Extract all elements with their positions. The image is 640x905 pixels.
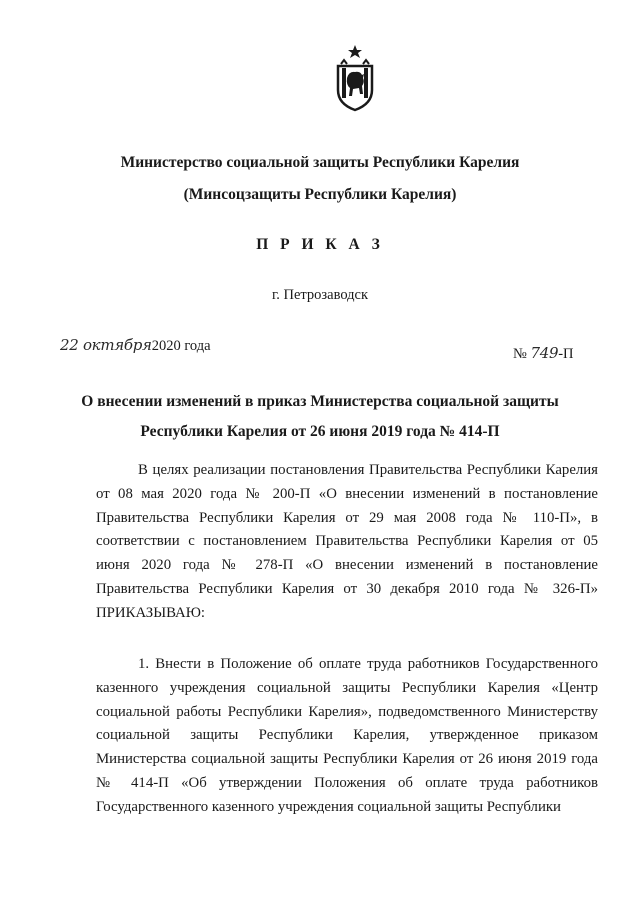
ministry-short-name: (Минсоцзащиты Республики Карелия) [183, 186, 457, 203]
subject-line-2: Республики Карелия от 26 июня 2019 года № 414-П [140, 423, 500, 440]
body-paragraph-2: 1. Внести в Положение об оплате труда работников Государственного казенного учреждения социальной защиты Республики Карелия «Центр социальной работы Республики Карелия», подведомственного Министерству социальной защиты Республики Карелия, утвержденное приказом Министерства социальной защиты Республики Карелия от 26 июня 2019 года № 414-П «Об утверждении Положения об оплате труда работников Государственного казенного учреждения социальной защиты Республики [96, 656, 598, 815]
number-prefix: № [513, 346, 527, 362]
subject-line-1: О внесении изменений в приказ Министерства социальной защиты [81, 393, 559, 410]
document-type: П Р И К А З [256, 236, 384, 253]
coat-of-arms-icon [333, 44, 377, 112]
printed-year: 2020 года [151, 338, 211, 354]
document-date [60, 336, 211, 355]
number-suffix: -П [558, 346, 574, 362]
handwritten-number: 749 [530, 344, 559, 362]
ministry-name: Министерство социальной защиты Республики Карелия [120, 154, 520, 171]
document-city: г. Петрозаводск [271, 287, 369, 303]
handwritten-date: 22 октября [60, 336, 152, 354]
body-paragraph-1: В целях реализации постановления Правительства Республики Карелия от 08 мая 2020 года № 200-П «О внесении изменений в постановление Правительства Республики Карелия от 29 мая 2008 года № 110-П», в соответствии с постановлением Правительства Республики Карелия от 05 июня 2020 года № 278-П «О внесении изменений в постановление Правительства Республики Карелия от 30 декабря 2010 года № 326-П» ПРИКАЗЫВАЮ: [96, 462, 598, 621]
document-number [513, 344, 574, 363]
